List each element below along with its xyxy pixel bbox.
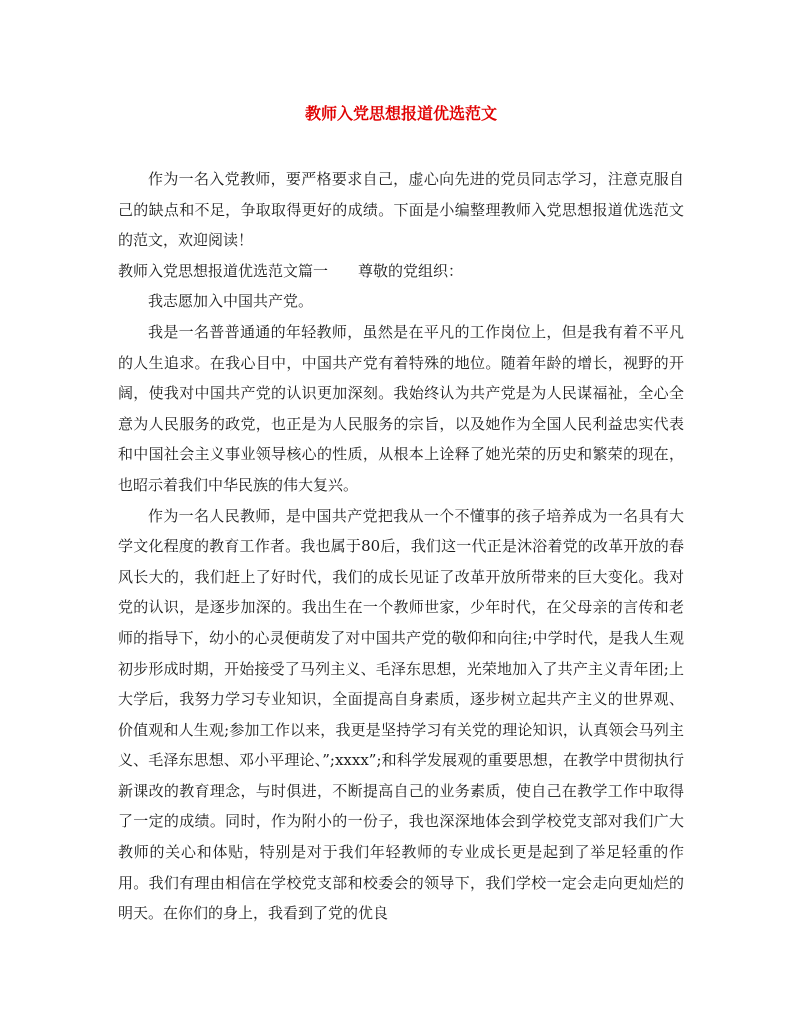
body-paragraph-3: 作为一名人民教师，是中国共产党把我从一个不懂事的孩子培养成为一名具有大学文化程度的教育工作者。我也属于80后，我们这一代正是沐浴着党的改革开放的春风长大的，我们赶上了好时代，我们的成长见证了改革开放所带来的巨大变化。我对党的认识，是逐步加深的。我出生在一个教师世家，少年时代，在父母亲的言传和老师的指导下，幼小的心灵便萌发了对中国共产党的敬仰和向往;中学时代，是我人生观初步形成时期，开始接受了马列主义、毛泽东思想，光荣地加入了共产主义青年团;上大学后，我努力学习专业知识，全面提高自身素质，逐步树立起共产主义的世界观、价值观和人生观;参加工作以来，我更是坚持学习有关党的理论知识，认真领会马列主义、毛泽东思想、邓小平理论、”;xxxx”;和科学发展观的重要思想，在教学中贯彻执行新课改的教育理念，与时俱进，不断提高自己的业务素质，使自己在教学工作中取得了一定的成绩。同时，作为附小的一份子，我也深深地体会到学校党支部对我们广大教师的关心和体贴，特别是对于我们年轻教师的专业成长更是起到了举足轻重的作用。我们有理由相信在学校党支部和校委会的领导下，我们学校一定会走向更灿烂的明天。在你们的身上，我看到了党的优良 [118, 506, 684, 923]
intro-paragraph: 作为一名入党教师，要严格要求自己，虚心向先进的党员同志学习，注意克服自己的缺点和不足，争取取得更好的成绩。下面是小编整理教师入党思想报道优选范文的范文，欢迎阅读！ [118, 170, 684, 250]
document-page [118, 102, 684, 929]
document-title: 教师入党思想报道优选范文 [304, 104, 497, 123]
body-paragraph-2: 我是一名普普通通的年轻教师，虽然是在平凡的工作岗位上，但是我有着不平凡的人生追求。在我心目中，中国共产党有着特殊的地位。随着年龄的增长，视野的开阔，使我对中国共产党的认识更加深刻。我始终认为共产党是为人民谋福祉，全心全意为人民服务的政党，也正是为人民服务的宗旨，以及她作为全国人民利益忠实代表和中国社会主义事业领导核心的性质，从根本上诠释了她光荣的历史和繁荣的现在，也昭示着我们中华民族的伟大复兴。 [118, 322, 684, 494]
section-heading: 教师入党思想报道优选范文篇一 尊敬的党组织： [118, 261, 464, 280]
body-paragraph-1: 我志愿加入中国共产党。 [148, 292, 314, 311]
